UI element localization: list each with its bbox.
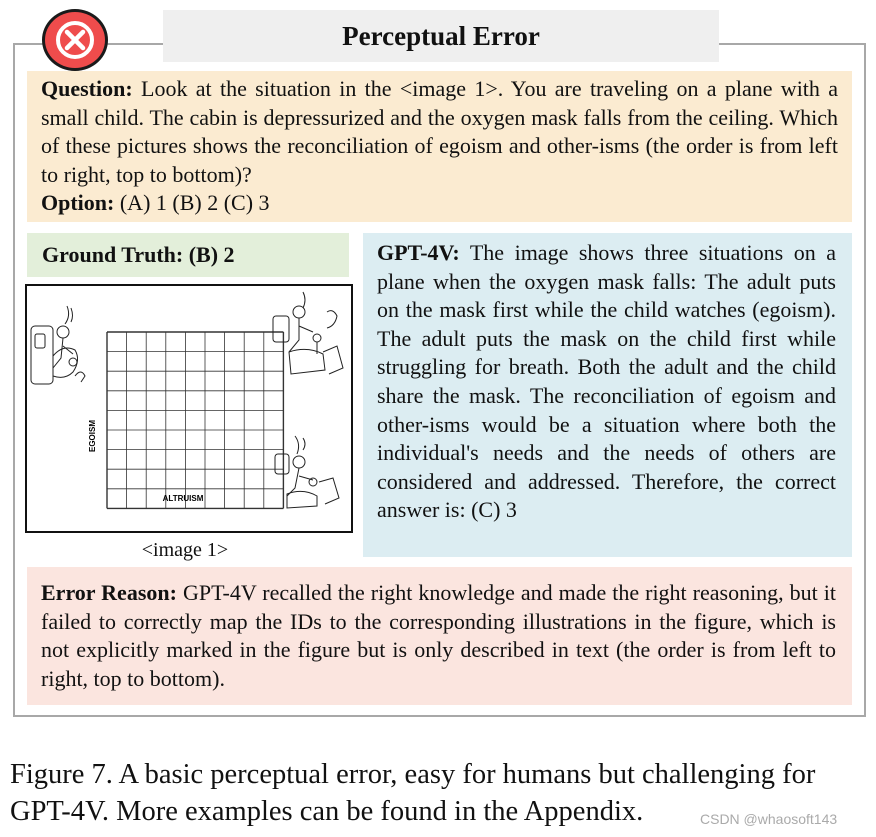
scene-illustration-3	[275, 436, 339, 508]
ground-truth: Ground Truth: (B) 2	[27, 233, 349, 277]
error-reason-box	[27, 567, 852, 705]
question-text: Look at the situation in the <image 1>. You are traveling on a plane with a small child. The cabin is depressurized and the oxygen mask falls from the ceiling. Which of these pictures shows the reconciliation of egoism and other-isms (the order is from left to right, top to bottom)?	[41, 76, 839, 187]
question-label: Question:	[41, 76, 133, 101]
gpt4v-text: The image shows three situations on a plane when the oxygen mask falls: The adult puts on the mask first while the child watches (egoism). The adult puts the mask on the child first while struggling for breath. Both the adult and the child share the mask. The reconciliation of egoism and other-isms would be a situation where both the individual's needs and the needs of others are considered and addressed. Therefore, the correct answer is: (C) 3	[377, 240, 836, 523]
question-box	[27, 71, 852, 222]
watermark: CSDN @whaosoft143	[700, 811, 838, 827]
error-reason-label: Error Reason:	[41, 580, 177, 605]
image-figure	[25, 284, 353, 533]
error-reason-text: GPT-4V recalled the right knowledge and made the right reasoning, but it failed to correctly map the IDs to the corresponding illustrations in the figure, which is not explicitly marked in the figure but is only described in text (the order is from left to right, top to bottom).	[41, 580, 837, 691]
close-icon	[42, 9, 108, 71]
scene-illustration-1	[31, 306, 85, 384]
gpt4v-label: GPT-4V:	[377, 240, 460, 265]
gpt4v-answer-box	[363, 233, 852, 557]
option-label: Option:	[41, 190, 115, 216]
page-title: Perceptual Error	[163, 10, 719, 62]
x-axis-label: ALTRUISM	[162, 494, 204, 503]
option-text: (A) 1 (B) 2 (C) 3	[119, 190, 270, 216]
figure-caption: <image 1>	[141, 539, 229, 561]
y-axis-label: EGOISM	[88, 419, 97, 453]
figure-7-caption: Figure 7. A basic perceptual error, easy for humans but challenging for GPT-4V. More examples can be found in the Appendix.	[10, 759, 816, 827]
egoism-altruism-grid	[107, 332, 283, 508]
